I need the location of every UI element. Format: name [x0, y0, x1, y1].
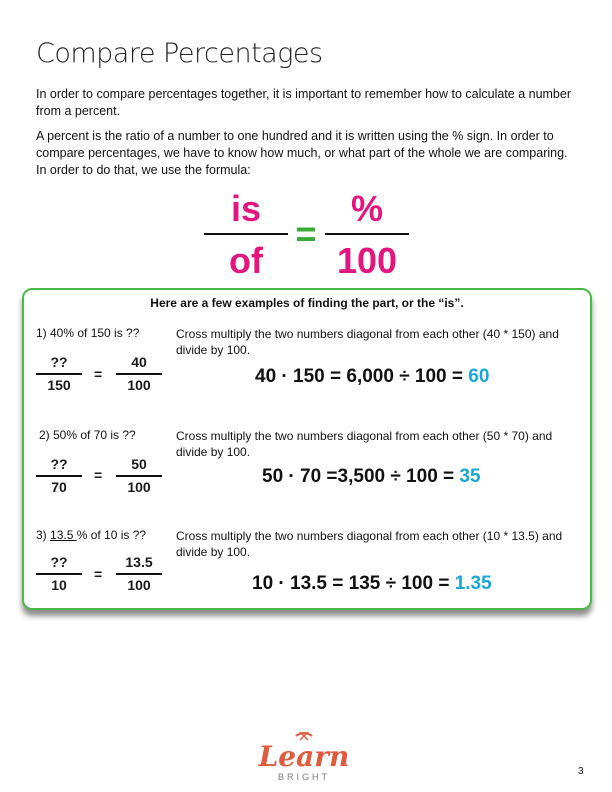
equals-sign: = — [94, 467, 103, 483]
examples-heading: Here are a few examples of finding the part, or the “is”. — [150, 296, 464, 310]
formula-right-bar — [325, 233, 409, 235]
equals-sign: = — [94, 366, 103, 382]
formula-is: is — [230, 188, 262, 229]
explanation-paragraph: A percent is the ratio of a number to one hundred and it is written using the % sign. In order to compare percentages, we have to know how much, or what part of the whole we are comparing. In order to do that, we use the formula: — [36, 129, 568, 177]
answer: 60 — [468, 366, 490, 387]
fraction-denominator: 100 — [127, 377, 151, 393]
logo-sub: BRIGHT — [277, 772, 331, 782]
equals-sign: = — [94, 566, 103, 582]
fraction-bar — [116, 475, 162, 477]
fraction-denominator: 10 — [51, 577, 67, 593]
fraction-numerator: ?? — [50, 456, 68, 472]
calculation-text: 50 · 70 =3,500 ÷ 100 = — [262, 466, 460, 487]
formula-percent: % — [350, 188, 383, 229]
fraction-denominator: 100 — [127, 479, 151, 495]
fraction-numerator: 40 — [131, 354, 147, 370]
fraction-numerator: ?? — [50, 354, 68, 370]
formula-equals: = — [295, 213, 317, 254]
learn-bright-logo — [256, 730, 352, 786]
page-title: Compare Percentages — [36, 38, 323, 69]
fraction-denominator: 70 — [51, 479, 67, 495]
formula-100: 100 — [336, 240, 398, 281]
example-calculation — [255, 366, 489, 388]
fraction-bar — [36, 475, 82, 477]
calculation-text: 10 · 13.5 = 135 ÷ 100 = — [252, 573, 455, 594]
fraction-bar — [36, 373, 82, 375]
page-number: 3 — [578, 766, 584, 777]
fraction-numerator: 13.5 — [125, 554, 153, 570]
example-calculation — [262, 466, 481, 488]
fraction-denominator: 100 — [127, 577, 151, 593]
answer: 35 — [459, 466, 481, 487]
fraction-numerator: 50 — [131, 456, 147, 472]
calculation-text: 40 · 150 = 6,000 ÷ 100 = — [255, 366, 469, 387]
fraction-bar — [116, 373, 162, 375]
example-label — [36, 528, 146, 542]
fraction-denominator: 150 — [47, 377, 71, 393]
answer: 1.35 — [454, 573, 492, 594]
examples-card — [22, 288, 592, 610]
label-prefix: 3) — [36, 528, 51, 542]
formula-of: of — [229, 240, 263, 281]
example-instruction: Cross multiply the two numbers diagonal from each other (50 * 70) and divide by 100. — [176, 429, 553, 459]
logo-mark-icon — [256, 730, 352, 786]
fraction-bar — [116, 573, 162, 575]
label-underlined-value: 13.5 — [50, 528, 77, 542]
formula-left-bar — [204, 233, 288, 235]
fraction-bar — [36, 573, 82, 575]
example-label: 2) 50% of 70 is ?? — [39, 428, 136, 442]
label-suffix: % of 10 is ?? — [76, 528, 147, 542]
fraction-numerator: ?? — [50, 554, 68, 570]
logo-word: Learn — [258, 740, 350, 773]
example-label: 1) 40% of 150 is ?? — [36, 326, 140, 340]
example-instruction: Cross multiply the two numbers diagonal from each other (40 * 150) and divide by 100. — [176, 327, 559, 357]
intro-paragraph: In order to compare percentages together, it is important to remember how to calculate a number from a percent. — [36, 87, 571, 118]
example-instruction: Cross multiply the two numbers diagonal from each other (10 * 13.5) and divide by 100. — [176, 529, 563, 559]
example-calculation — [252, 573, 492, 595]
